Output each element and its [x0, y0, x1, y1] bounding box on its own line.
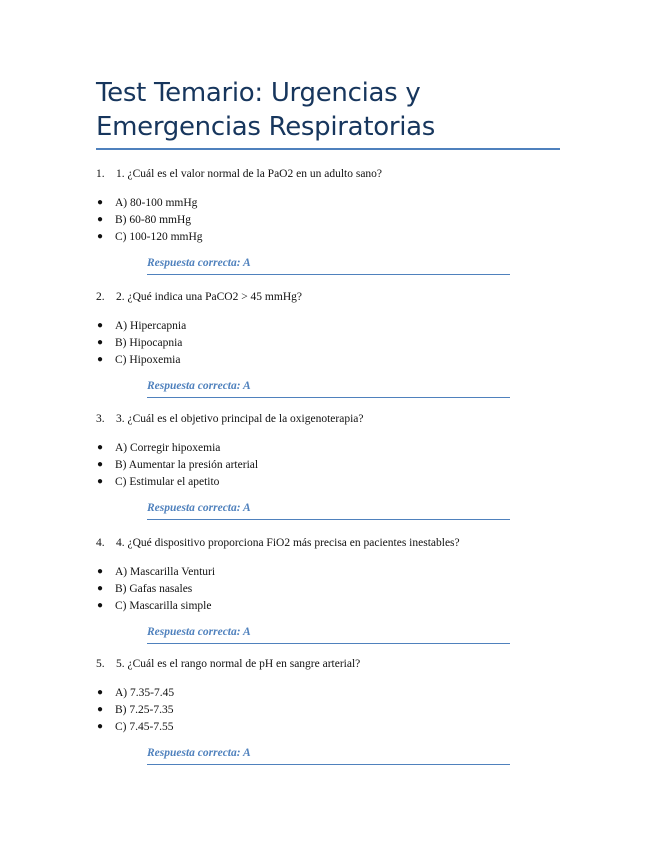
question-text	[96, 657, 566, 671]
correct-answer: Respuesta correcta: A	[147, 746, 510, 765]
option-item	[96, 335, 566, 352]
option-item	[96, 581, 566, 598]
bullet-icon: ●	[97, 442, 104, 453]
bullet-icon: ●	[97, 703, 104, 715]
bullet-icon: ●	[97, 458, 104, 470]
question-5	[96, 657, 566, 765]
option-label: C) 7.45-7.55	[115, 720, 174, 733]
option-item	[96, 440, 566, 457]
options-list	[96, 440, 566, 490]
question-number: 2.	[96, 291, 105, 303]
question-label: 2. ¿Qué indica una PaCO2 > 45 mmHg?	[116, 291, 302, 303]
correct-answer: Respuesta correcta: A	[147, 379, 510, 398]
bullet-icon: ●	[97, 336, 104, 348]
question-3	[96, 412, 566, 520]
bullet-icon: ●	[97, 475, 104, 487]
option-item	[96, 685, 566, 702]
question-label: 5. ¿Cuál es el rango normal de pH en sangre arterial?	[116, 658, 361, 670]
correct-answer: Respuesta correcta: A	[147, 625, 510, 644]
question-label: 3. ¿Cuál es el objetivo principal de la oxigenoterapia?	[116, 413, 364, 425]
option-item	[96, 352, 566, 369]
bullet-icon: ●	[97, 566, 104, 577]
question-text	[96, 167, 566, 181]
options-list	[96, 318, 566, 368]
option-label: C) Hipoxemia	[115, 353, 181, 366]
bullet-icon: ●	[97, 320, 104, 331]
option-item	[96, 457, 566, 474]
question-text	[96, 412, 566, 426]
correct-answer: Respuesta correcta: A	[147, 501, 510, 520]
option-label: C) Mascarilla simple	[115, 599, 212, 612]
option-item	[96, 474, 566, 491]
question-text	[96, 290, 566, 304]
option-item	[96, 719, 566, 736]
option-label: B) Gafas nasales	[115, 582, 193, 595]
bullet-icon: ●	[97, 687, 104, 698]
bullet-icon: ●	[97, 213, 104, 225]
question-4	[96, 536, 566, 644]
option-item	[96, 195, 566, 212]
option-label: A) 80-100 mmHg	[115, 197, 198, 209]
question-1	[96, 167, 566, 275]
question-2	[96, 290, 566, 398]
option-item	[96, 318, 566, 335]
option-label: B) Hipocapnia	[115, 336, 183, 349]
bullet-icon: ●	[97, 353, 104, 365]
title-underline	[96, 148, 560, 150]
option-label: A) 7.35-7.45	[115, 687, 175, 699]
options-list	[96, 195, 566, 245]
correct-answer: Respuesta correcta: A	[147, 256, 510, 275]
bullet-icon: ●	[97, 197, 104, 208]
option-item	[96, 564, 566, 581]
option-label: A) Mascarilla Venturi	[115, 566, 216, 578]
options-list	[96, 564, 566, 614]
question-text	[96, 536, 566, 550]
question-number: 3.	[96, 413, 105, 425]
option-label: C) Estimular el apetito	[115, 475, 220, 488]
question-number: 5.	[96, 658, 105, 670]
bullet-icon: ●	[97, 599, 104, 611]
question-number: 1.	[96, 168, 105, 180]
option-item	[96, 229, 566, 246]
question-label: 1. ¿Cuál es el valor normal de la PaO2 en un adulto sano?	[116, 168, 383, 180]
option-label: C) 100-120 mmHg	[115, 230, 203, 243]
bullet-icon: ●	[97, 720, 104, 732]
options-list	[96, 685, 566, 735]
question-number: 4.	[96, 537, 105, 549]
option-item	[96, 212, 566, 229]
question-label: 4. ¿Qué dispositivo proporciona FiO2 más precisa en pacientes inestables?	[116, 537, 460, 549]
option-item	[96, 702, 566, 719]
option-item	[96, 598, 566, 615]
option-label: B) Aumentar la presión arterial	[115, 458, 259, 471]
option-label: A) Hipercapnia	[115, 320, 187, 332]
page-title: Test Temario: Urgencias y Emergencias Respiratorias	[96, 78, 436, 142]
bullet-icon: ●	[97, 230, 104, 242]
option-label: B) 60-80 mmHg	[115, 213, 192, 226]
option-label: A) Corregir hipoxemia	[115, 442, 221, 454]
bullet-icon: ●	[97, 582, 104, 594]
option-label: B) 7.25-7.35	[115, 703, 174, 716]
